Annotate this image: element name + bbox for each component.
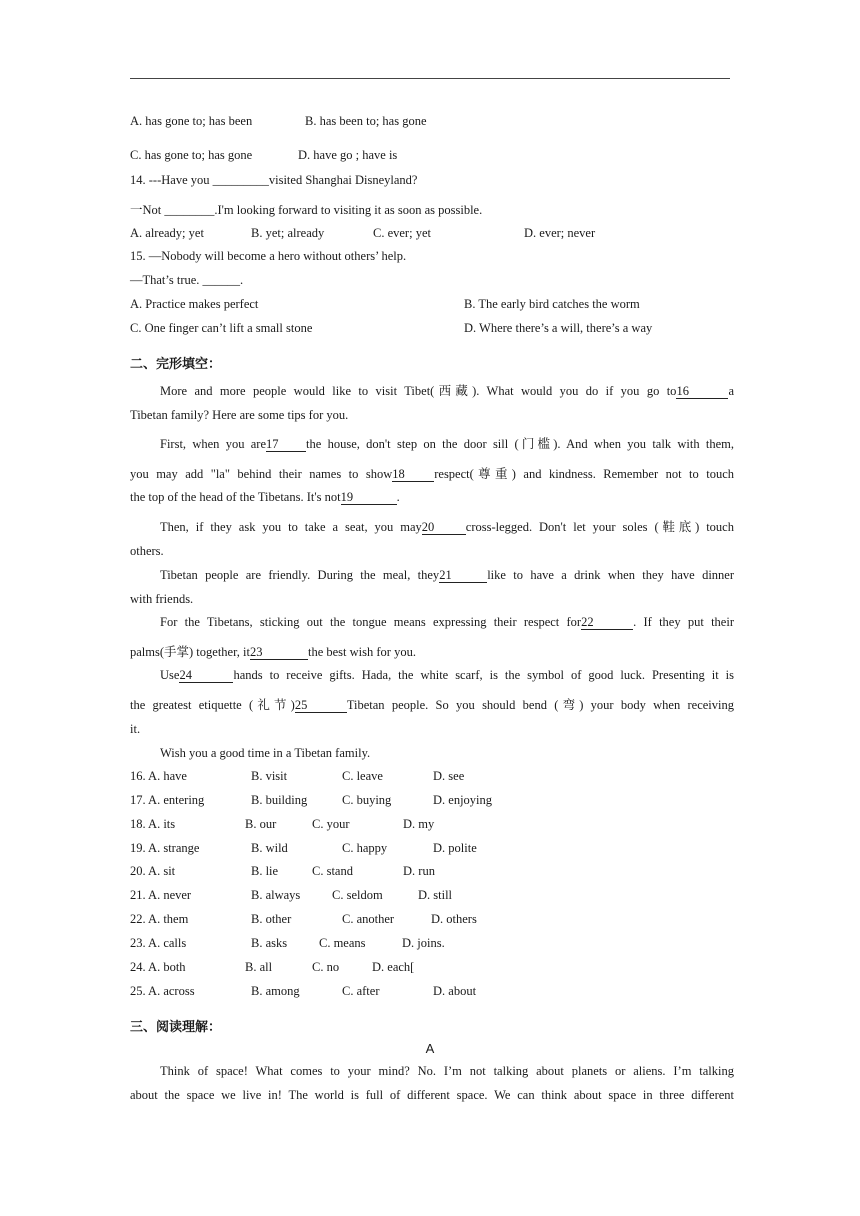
choice-17-a: 17. A. entering	[130, 793, 205, 807]
cloze-paragraph-6-line-2: the greatest etiquette (礼节)25 Tibetan people. So you should bend (弯) your body when receiving	[130, 698, 735, 712]
reading-paragraph-line-2: about the space we live in! The world is full of different space. We can think about space in three different	[130, 1088, 734, 1102]
q14-option-d: D. ever; never	[524, 226, 596, 240]
cloze-paragraph-4-line-2: with friends.	[130, 592, 194, 606]
q15-option-b: B. The early bird catches the worm	[464, 297, 640, 311]
blank-19[interactable]: 19	[341, 491, 397, 505]
choice-19-c: C. happy	[342, 841, 388, 855]
cloze-paragraph-6-line-1: Use24 hands to receive gifts. Hada, the white scarf, is the symbol of good luck. Presenting it is	[160, 668, 734, 682]
cloze-paragraph-2-line-3: the top of the head of the Tibetans. It's not19 .	[130, 490, 400, 504]
cloze-paragraph-1-line-1: More and more people would like to visit Tibet(西藏). What would you do if you go to16 a	[160, 384, 734, 398]
choice-21-c: C. seldom	[332, 888, 383, 902]
header-rule	[130, 78, 730, 79]
q15-option-c: C. One finger can’t lift a small stone	[130, 321, 313, 335]
blank-20[interactable]: 20	[422, 521, 466, 535]
blank-17[interactable]: 17	[266, 438, 306, 452]
choice-20-d: D. run	[403, 864, 435, 878]
q13-option-d: D. have go ; have is	[298, 148, 398, 162]
choice-19-d: D. polite	[433, 841, 477, 855]
cloze-paragraph-2-line-2: you may add "la" behind their names to show18 respect(尊重) and kindness. Remember not to touch	[130, 467, 734, 481]
blank-21[interactable]: 21	[439, 569, 487, 583]
choice-25-b: B. among	[251, 984, 300, 998]
choice-24-c: C. no	[312, 960, 340, 974]
q14-option-b: B. yet; already	[251, 226, 325, 240]
choice-18-d: D. my	[403, 817, 435, 831]
cloze-paragraph-4-line-1: Tibetan people are friendly. During the meal, they21 like to have a drink when they have dinner	[160, 568, 735, 582]
choice-24-b: B. all	[245, 960, 273, 974]
choice-19-a: 19. A. strange	[130, 841, 200, 855]
choice-16-c: C. leave	[342, 769, 383, 783]
blank-16[interactable]: 16	[676, 385, 728, 399]
q14-option-c: C. ever; yet	[373, 226, 431, 240]
choice-24-a: 24. A. both	[130, 960, 186, 974]
choice-16-d: D. see	[433, 769, 465, 783]
q13-option-c: C. has gone to; has gone	[130, 148, 253, 162]
blank-23[interactable]: 23	[250, 646, 308, 660]
choice-16-b: B. visit	[251, 769, 288, 783]
choice-19-b: B. wild	[251, 841, 288, 855]
blank-22[interactable]: 22	[581, 616, 633, 630]
cloze-paragraph-5-line-2: palms(手掌) together, it23 the best wish for you.	[130, 645, 416, 659]
choice-25-c: C. after	[342, 984, 380, 998]
choice-18-a: 18. A. its	[130, 817, 176, 831]
choice-20-b: B. lie	[251, 864, 279, 878]
choice-21-b: B. always	[251, 888, 301, 902]
choice-18-c: C. your	[312, 817, 350, 831]
q14-option-a: A. already; yet	[130, 226, 204, 240]
choice-23-c: C. means	[319, 936, 366, 950]
section3-title: 三、阅读理解：	[130, 1020, 222, 1035]
q13-option-b: B. has been to; has gone	[305, 114, 427, 128]
choice-21-d: D. still	[418, 888, 453, 902]
choice-17-d: D. enjoying	[433, 793, 493, 807]
choice-22-c: C. another	[342, 912, 395, 926]
q15-reply: —That’s true. ______.	[130, 273, 244, 287]
choice-22-a: 22. A. them	[130, 912, 189, 926]
choice-20-c: C. stand	[312, 864, 353, 878]
cloze-paragraph-3-line-1: Then, if they ask you to take a seat, you may20 cross-legged. Don't let your soles (鞋底) touch	[160, 520, 734, 534]
choice-23-b: B. asks	[251, 936, 288, 950]
q15-option-a: A. Practice makes perfect	[130, 297, 259, 311]
choice-21-a: 21. A. never	[130, 888, 192, 902]
choice-16-a: 16. A. have	[130, 769, 187, 783]
choice-24-d: D. each[	[372, 960, 415, 974]
cloze-paragraph-5-line-1: For the Tibetans, sticking out the tongue means expressing their respect for22 . If they put their	[160, 615, 734, 629]
choice-23-d: D. joins.	[402, 936, 445, 950]
q15-option-d: D. Where there’s a will, there’s a way	[464, 321, 653, 335]
cloze-paragraph-3-line-2: others.	[130, 544, 164, 558]
passage-label: A	[425, 1041, 435, 1056]
cloze-paragraph-6-line-3: it.	[130, 722, 141, 736]
q14-stem: 14. ---Have you _________visited Shanghai Disneyland?	[130, 173, 418, 187]
choice-18-b: B. our	[245, 817, 277, 831]
choice-25-d: D. about	[433, 984, 477, 998]
choice-17-b: B. building	[251, 793, 308, 807]
choice-22-b: B. other	[251, 912, 292, 926]
reading-paragraph-line-1: Think of space! What comes to your mind? No. I’m not talking about planets or aliens. I’m talking	[160, 1064, 734, 1078]
blank-24[interactable]: 24	[179, 669, 233, 683]
choice-17-c: C. buying	[342, 793, 392, 807]
section2-title: 二、完形填空：	[130, 357, 222, 372]
cloze-paragraph-2-line-1: First, when you are17 the house, don't step on the door sill (门槛). And when you talk with them,	[160, 437, 734, 451]
q14-reply: 一Not ________.I'm looking forward to visiting it as soon as possible.	[130, 203, 483, 217]
blank-25[interactable]: 25	[295, 699, 347, 713]
choice-20-a: 20. A. sit	[130, 864, 176, 878]
choice-23-a: 23. A. calls	[130, 936, 187, 950]
cloze-paragraph-7: Wish you a good time in a Tibetan family.	[160, 746, 371, 760]
q13-option-a: A. has gone to; has been	[130, 114, 253, 128]
choice-25-a: 25. A. across	[130, 984, 195, 998]
cloze-paragraph-1-line-2: Tibetan family? Here are some tips for you.	[130, 408, 349, 422]
blank-18[interactable]: 18	[392, 468, 434, 482]
choice-22-d: D. others	[431, 912, 477, 926]
q15-stem: 15. —Nobody will become a hero without others’ help.	[130, 249, 407, 263]
